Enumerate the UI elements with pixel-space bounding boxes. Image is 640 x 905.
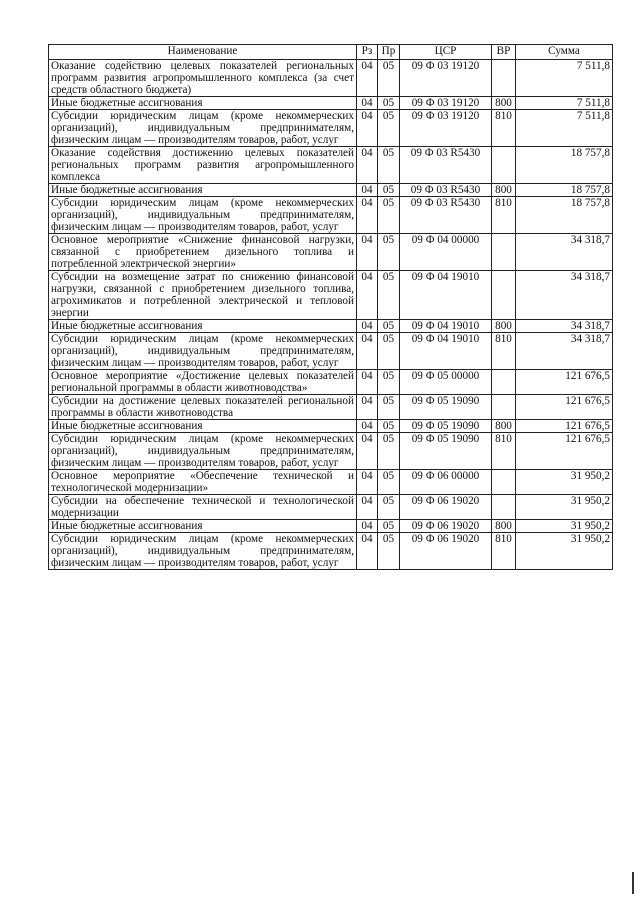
- cell-csr: 09 Ф 03 19120: [400, 97, 492, 110]
- cell-sum: 121 676,5: [516, 433, 613, 470]
- header-sum: Сумма: [516, 45, 613, 60]
- cell-vr: [492, 495, 516, 520]
- cell-sum: 18 757,8: [516, 147, 613, 184]
- cell-sum: 18 757,8: [516, 184, 613, 197]
- cell-pr: 05: [378, 184, 400, 197]
- cell-sum: 31 950,2: [516, 470, 613, 495]
- cell-vr: [492, 147, 516, 184]
- cell-pr: 05: [378, 197, 400, 234]
- cell-csr: 09 Ф 03 R5430: [400, 147, 492, 184]
- cell-csr: 09 Ф 06 19020: [400, 495, 492, 520]
- table-row: [49, 97, 613, 110]
- table-body: [49, 60, 613, 570]
- cell-csr: 09 Ф 06 00000: [400, 470, 492, 495]
- cell-name: Основное мероприятие «Снижение финансовой нагрузки, связанной с приобретением дизельного топлива и потребленной электрической энергии»: [49, 234, 357, 271]
- cell-pr: 05: [378, 533, 400, 570]
- cell-name: Субсидии на достижение целевых показателей региональной программы в области животноводства: [49, 395, 357, 420]
- cell-sum: 121 676,5: [516, 420, 613, 433]
- table-row: [49, 320, 613, 333]
- cell-csr: 09 Ф 05 19090: [400, 395, 492, 420]
- cell-csr: 09 Ф 03 19120: [400, 60, 492, 97]
- cell-sum: 31 950,2: [516, 520, 613, 533]
- header-vr: ВР: [492, 45, 516, 60]
- cell-rz: 04: [357, 147, 378, 184]
- cell-name: Иные бюджетные ассигнования: [49, 520, 357, 533]
- cell-name: Иные бюджетные ассигнования: [49, 184, 357, 197]
- cell-sum: 34 318,7: [516, 320, 613, 333]
- table-row: [49, 495, 613, 520]
- cell-vr: 810: [492, 110, 516, 147]
- cell-rz: 04: [357, 470, 378, 495]
- cell-rz: 04: [357, 184, 378, 197]
- cell-csr: 09 Ф 04 19010: [400, 333, 492, 370]
- cell-rz: 04: [357, 271, 378, 320]
- budget-table-container: [48, 44, 612, 570]
- cell-vr: [492, 470, 516, 495]
- cell-vr: 810: [492, 333, 516, 370]
- cell-vr: [492, 60, 516, 97]
- table-row: [49, 147, 613, 184]
- cell-pr: 05: [378, 60, 400, 97]
- cell-csr: 09 Ф 04 00000: [400, 234, 492, 271]
- cell-name: Оказание содействию целевых показателей региональных программ развития агропромышленного комплекса (за счет средств областного бюджета): [49, 60, 357, 97]
- cell-rz: 04: [357, 97, 378, 110]
- cell-rz: 04: [357, 333, 378, 370]
- cell-vr: 800: [492, 97, 516, 110]
- cell-name: Субсидии на возмещение затрат по снижению финансовой нагрузки, связанной с приобретением дизельного топлива, агрохимикатов и потребленной электрической и тепловой энергии: [49, 271, 357, 320]
- cell-rz: 04: [357, 110, 378, 147]
- cell-pr: 05: [378, 420, 400, 433]
- table-row: [49, 333, 613, 370]
- cell-vr: [492, 370, 516, 395]
- table-row: [49, 184, 613, 197]
- cell-sum: 34 318,7: [516, 234, 613, 271]
- cell-name: Субсидии на обеспечение технической и технологической модернизации: [49, 495, 357, 520]
- table-row: [49, 60, 613, 97]
- cell-name: Субсидии юридическим лицам (кроме некоммерческих организаций), индивидуальным предпринимателям, физическим лицам — производителям товаров, работ, услуг: [49, 110, 357, 147]
- cell-name: Иные бюджетные ассигнования: [49, 97, 357, 110]
- cell-sum: 34 318,7: [516, 271, 613, 320]
- cell-pr: 05: [378, 320, 400, 333]
- cell-rz: 04: [357, 533, 378, 570]
- cell-name: Оказание содействия достижению целевых показателей региональных программ развития агропромышленного комплекса: [49, 147, 357, 184]
- cell-rz: 04: [357, 234, 378, 271]
- cell-name: Основное мероприятие «Достижение целевых показателей региональной программы в области животноводства»: [49, 370, 357, 395]
- header-rz: Рз: [357, 45, 378, 60]
- cell-csr: 09 Ф 04 19010: [400, 320, 492, 333]
- cell-rz: 04: [357, 370, 378, 395]
- cell-pr: 05: [378, 370, 400, 395]
- table-row: [49, 470, 613, 495]
- cell-name: Основное мероприятие «Обеспечение технической и технологической модернизации»: [49, 470, 357, 495]
- cell-sum: 7 511,8: [516, 60, 613, 97]
- cell-vr: 810: [492, 433, 516, 470]
- cell-rz: 04: [357, 60, 378, 97]
- cell-vr: 810: [492, 533, 516, 570]
- cell-pr: 05: [378, 147, 400, 184]
- table-row: [49, 533, 613, 570]
- cell-sum: 121 676,5: [516, 370, 613, 395]
- table-row: [49, 110, 613, 147]
- cell-name: Субсидии юридическим лицам (кроме некоммерческих организаций), индивидуальным предпринимателям, физическим лицам — производителям товаров, работ, услуг: [49, 197, 357, 234]
- cell-sum: 31 950,2: [516, 533, 613, 570]
- cell-vr: [492, 271, 516, 320]
- table-row: [49, 197, 613, 234]
- cell-vr: [492, 234, 516, 271]
- cell-csr: 09 Ф 05 19090: [400, 433, 492, 470]
- cell-csr: 09 Ф 05 00000: [400, 370, 492, 395]
- cell-pr: 05: [378, 395, 400, 420]
- cell-csr: 09 Ф 06 19020: [400, 520, 492, 533]
- cell-rz: 04: [357, 433, 378, 470]
- cell-vr: 810: [492, 197, 516, 234]
- cell-sum: 7 511,8: [516, 97, 613, 110]
- cell-pr: 05: [378, 495, 400, 520]
- cell-csr: 09 Ф 03 19120: [400, 110, 492, 147]
- cell-vr: 800: [492, 320, 516, 333]
- cell-csr: 09 Ф 05 19090: [400, 420, 492, 433]
- cell-sum: 31 950,2: [516, 495, 613, 520]
- header-csr: ЦСР: [400, 45, 492, 60]
- cell-name: Иные бюджетные ассигнования: [49, 320, 357, 333]
- cell-vr: 800: [492, 184, 516, 197]
- cell-rz: 04: [357, 495, 378, 520]
- cell-csr: 09 Ф 04 19010: [400, 271, 492, 320]
- table-row: [49, 370, 613, 395]
- cell-pr: 05: [378, 520, 400, 533]
- table-row: [49, 234, 613, 271]
- header-pr: Пр: [378, 45, 400, 60]
- cell-csr: 09 Ф 03 R5430: [400, 184, 492, 197]
- table-row: [49, 433, 613, 470]
- cell-vr: 800: [492, 420, 516, 433]
- cell-pr: 05: [378, 97, 400, 110]
- cell-rz: 04: [357, 197, 378, 234]
- table-row: [49, 271, 613, 320]
- cell-pr: 05: [378, 470, 400, 495]
- cell-sum: 7 511,8: [516, 110, 613, 147]
- cell-pr: 05: [378, 271, 400, 320]
- cell-rz: 04: [357, 320, 378, 333]
- cell-pr: 05: [378, 110, 400, 147]
- cell-rz: 04: [357, 420, 378, 433]
- cell-name: Субсидии юридическим лицам (кроме некоммерческих организаций), индивидуальным предпринимателям, физическим лицам — производителям товаров, работ, услуг: [49, 533, 357, 570]
- cell-name: Субсидии юридическим лицам (кроме некоммерческих организаций), индивидуальным предпринимателям, физическим лицам — производителям товаров, работ, услуг: [49, 433, 357, 470]
- scan-edge-mark: [632, 872, 634, 894]
- cell-name: Субсидии юридическим лицам (кроме некоммерческих организаций), индивидуальным предпринимателям, физическим лицам — производителям товаров, работ, услуг: [49, 333, 357, 370]
- cell-sum: 18 757,8: [516, 197, 613, 234]
- cell-csr: 09 Ф 06 19020: [400, 533, 492, 570]
- cell-csr: 09 Ф 03 R5430: [400, 197, 492, 234]
- cell-rz: 04: [357, 520, 378, 533]
- cell-pr: 05: [378, 333, 400, 370]
- table-row: [49, 395, 613, 420]
- table-row: [49, 420, 613, 433]
- cell-sum: 121 676,5: [516, 395, 613, 420]
- cell-name: Иные бюджетные ассигнования: [49, 420, 357, 433]
- cell-rz: 04: [357, 395, 378, 420]
- cell-pr: 05: [378, 234, 400, 271]
- table-row: [49, 520, 613, 533]
- cell-pr: 05: [378, 433, 400, 470]
- budget-table: [48, 44, 613, 570]
- header-name: Наименование: [49, 45, 357, 60]
- cell-sum: 34 318,7: [516, 333, 613, 370]
- cell-vr: 800: [492, 520, 516, 533]
- table-header-row: [49, 45, 613, 60]
- cell-vr: [492, 395, 516, 420]
